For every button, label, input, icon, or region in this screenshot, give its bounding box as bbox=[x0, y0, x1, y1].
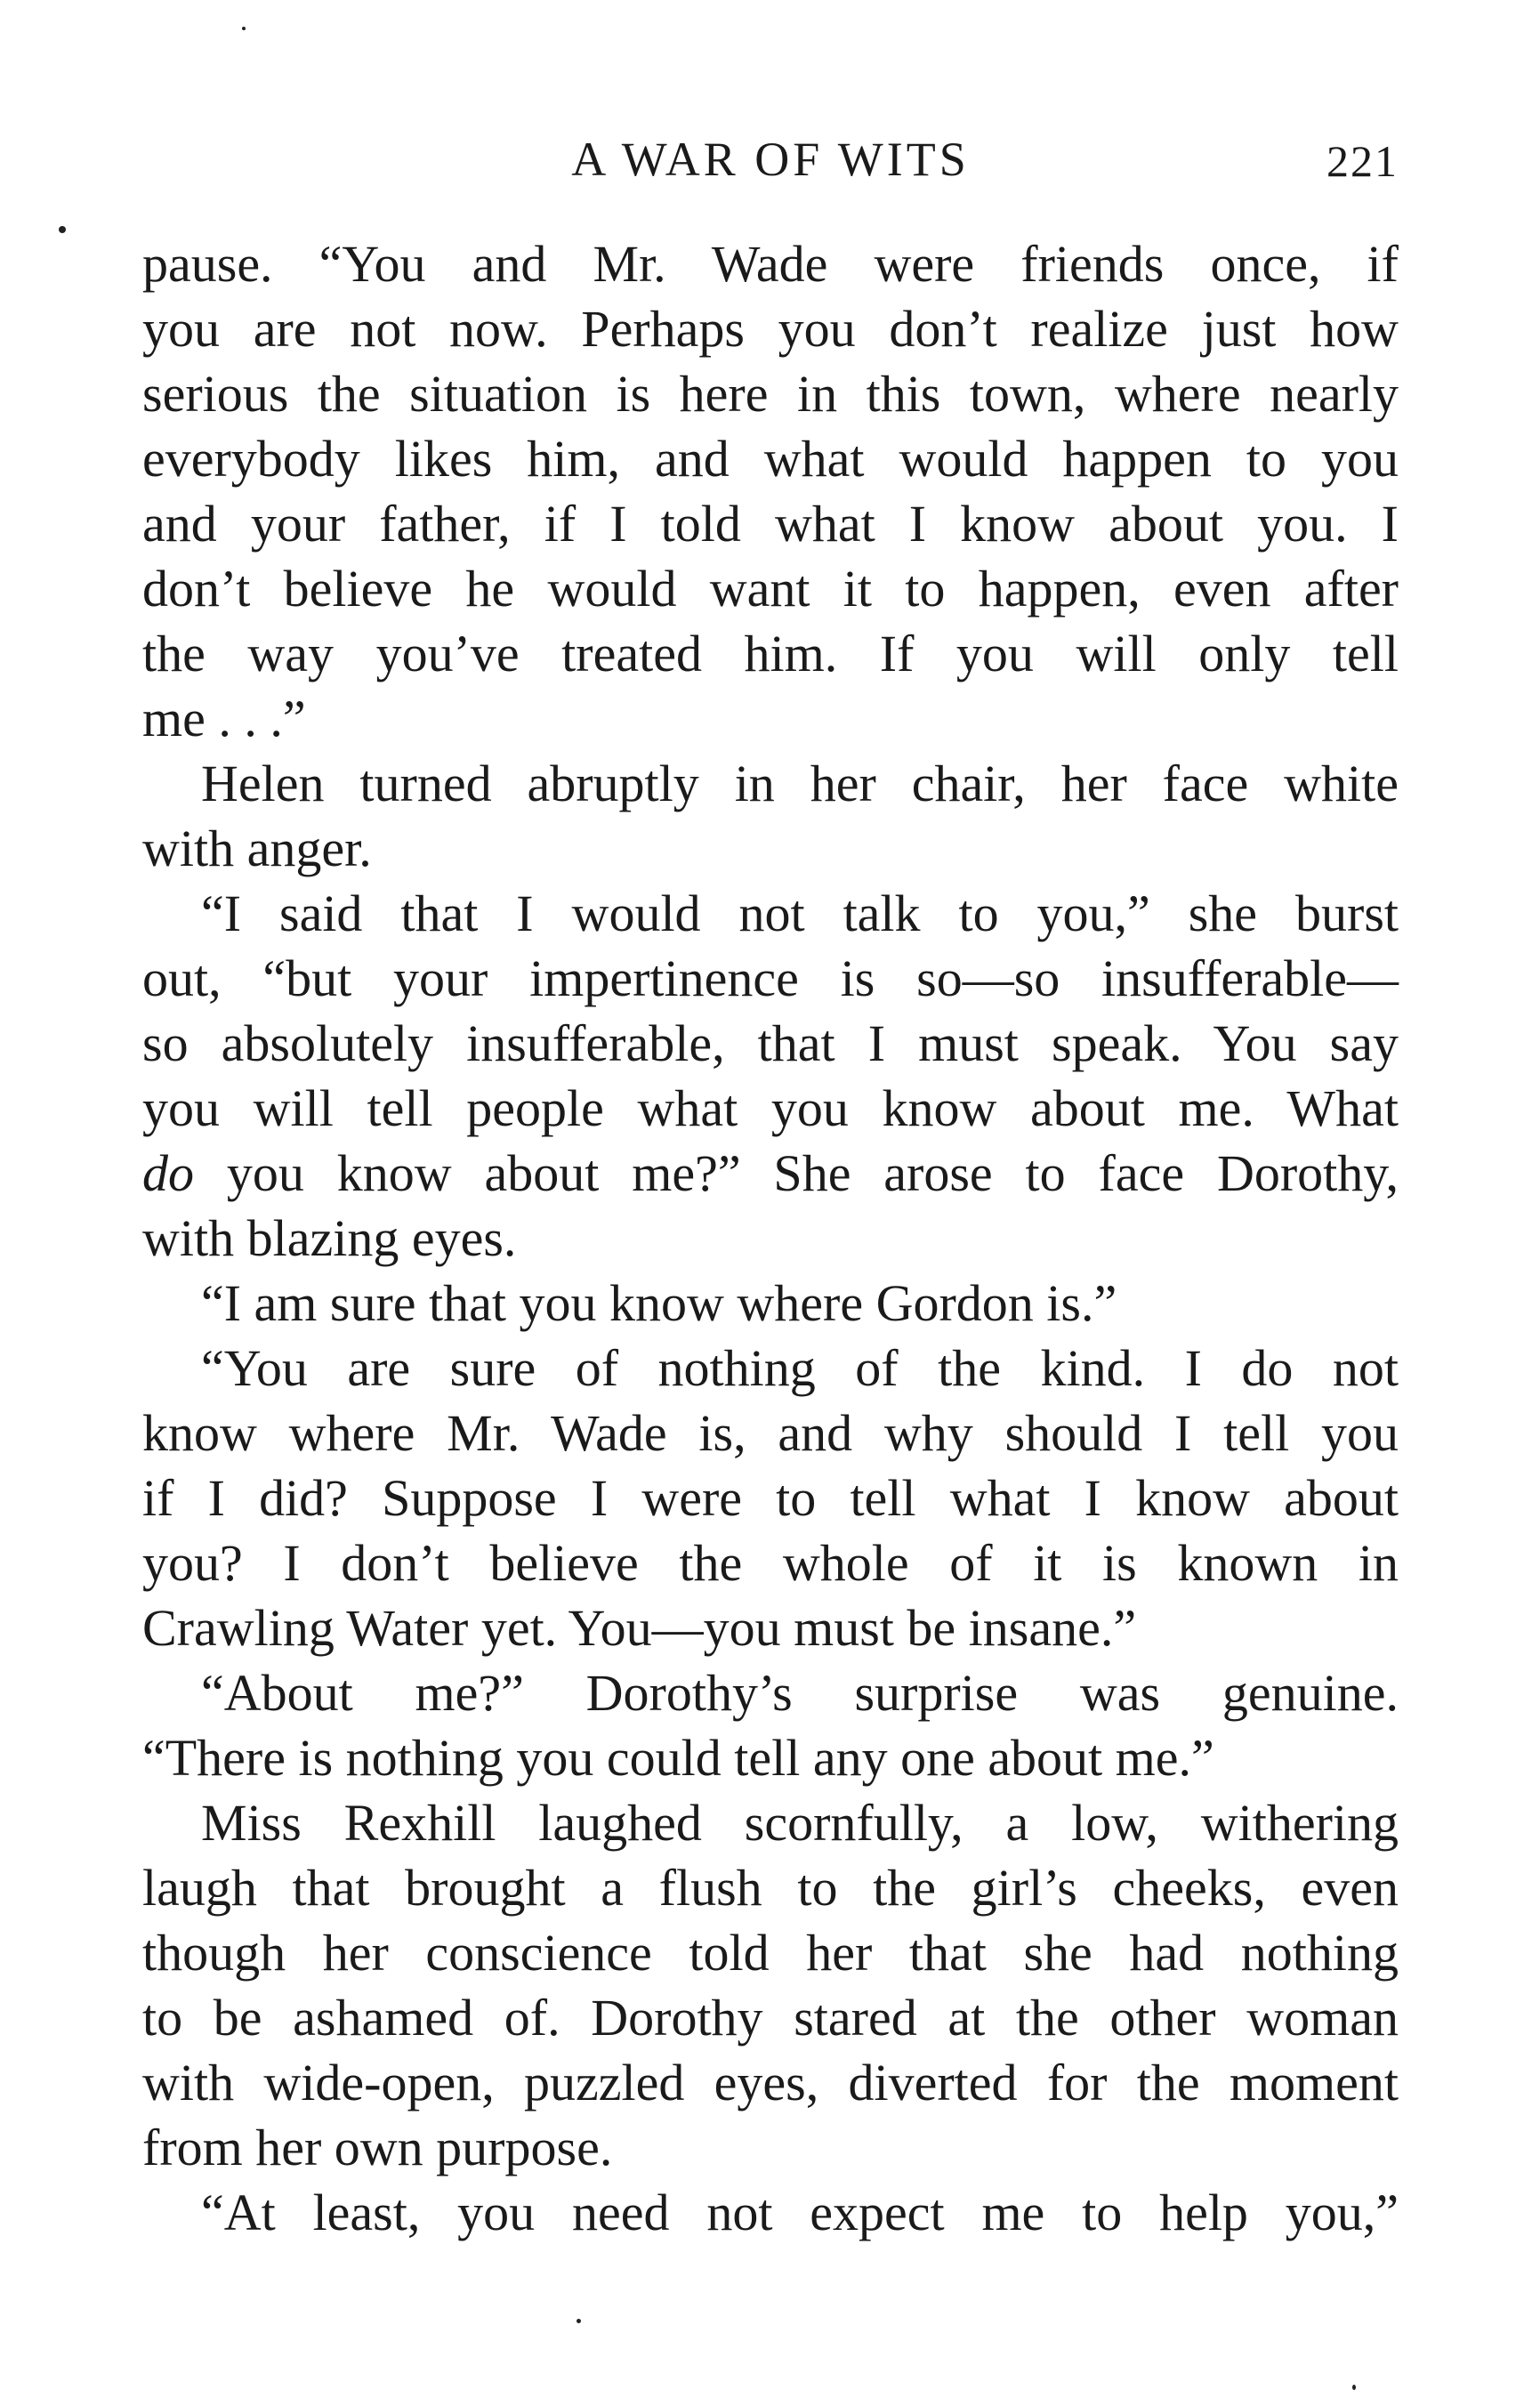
print-speck bbox=[59, 226, 66, 233]
text-line: Miss Rexhill laughed scornfully, a low, withering bbox=[201, 1794, 1399, 1852]
text-line: if I did? Suppose I were to tell what I know about bbox=[142, 1469, 1399, 1527]
text-line: Crawling Water yet. You—you must be insane.” bbox=[142, 1599, 1137, 1657]
text-line: the way you’ve treated him. If you will only tell bbox=[142, 625, 1399, 682]
print-speck bbox=[576, 2319, 581, 2323]
text-line: me . . .” bbox=[142, 690, 306, 747]
text-line: with anger. bbox=[142, 820, 372, 877]
text-line: so absolutely insufferable, that I must speak. You say bbox=[142, 1014, 1399, 1072]
text-line: know where Mr. Wade is, and why should I tell you bbox=[142, 1404, 1399, 1462]
text-line: you? I don’t believe the whole of it is known in bbox=[142, 1534, 1399, 1592]
text-line: to be ashamed of. Dorothy stared at the other woman bbox=[142, 1989, 1399, 2047]
text-line: you will tell people what you know about me. What bbox=[142, 1079, 1399, 1137]
page-header bbox=[142, 132, 1399, 203]
body-text bbox=[142, 231, 1399, 2245]
text-line: with wide-open, puzzled eyes, diverted for the moment bbox=[142, 2054, 1399, 2111]
text-line: you are not now. Perhaps you don’t realize just how bbox=[142, 300, 1399, 358]
text-line: “I said that I would not talk to you,” she burst bbox=[201, 884, 1399, 942]
text-line: don’t believe he would want it to happen, even after bbox=[142, 560, 1399, 618]
text-line: serious the situation is here in this town, where nearly bbox=[142, 365, 1399, 423]
text-line: “About me?” Dorothy’s surprise was genuine. bbox=[201, 1664, 1399, 1722]
text-line: laugh that brought a flush to the girl’s cheeks, even bbox=[142, 1859, 1399, 1917]
text-line: from her own purpose. bbox=[142, 2119, 613, 2176]
text-line: “I am sure that you know where Gordon is.” bbox=[201, 1274, 1117, 1332]
text-line: “At least, you need not expect me to help you,” bbox=[201, 2184, 1399, 2241]
text-line: and your father, if I told what I know about you. I bbox=[142, 495, 1399, 553]
text-line: pause. “You and Mr. Wade were friends once, if bbox=[142, 235, 1399, 293]
text-line: Helen turned abruptly in her chair, her face white bbox=[201, 755, 1399, 812]
text-line: “There is nothing you could tell any one about me.” bbox=[142, 1729, 1214, 1787]
running-title: A WAR OF WITS bbox=[571, 133, 970, 186]
print-speck bbox=[242, 27, 246, 30]
text-line: “You are sure of nothing of the kind. I do not bbox=[201, 1339, 1399, 1397]
print-speck bbox=[1352, 2385, 1356, 2390]
page-number: 221 bbox=[1326, 136, 1399, 186]
text-line: with blazing eyes. bbox=[142, 1209, 517, 1267]
text-line: out, “but your impertinence is so—so insufferable— bbox=[142, 949, 1399, 1007]
text-line: do you know about me?” She arose to face Dorothy, bbox=[142, 1144, 1399, 1202]
text-line: though her conscience told her that she had nothing bbox=[142, 1924, 1399, 1982]
text-line: everybody likes him, and what would happen to you bbox=[142, 430, 1399, 488]
